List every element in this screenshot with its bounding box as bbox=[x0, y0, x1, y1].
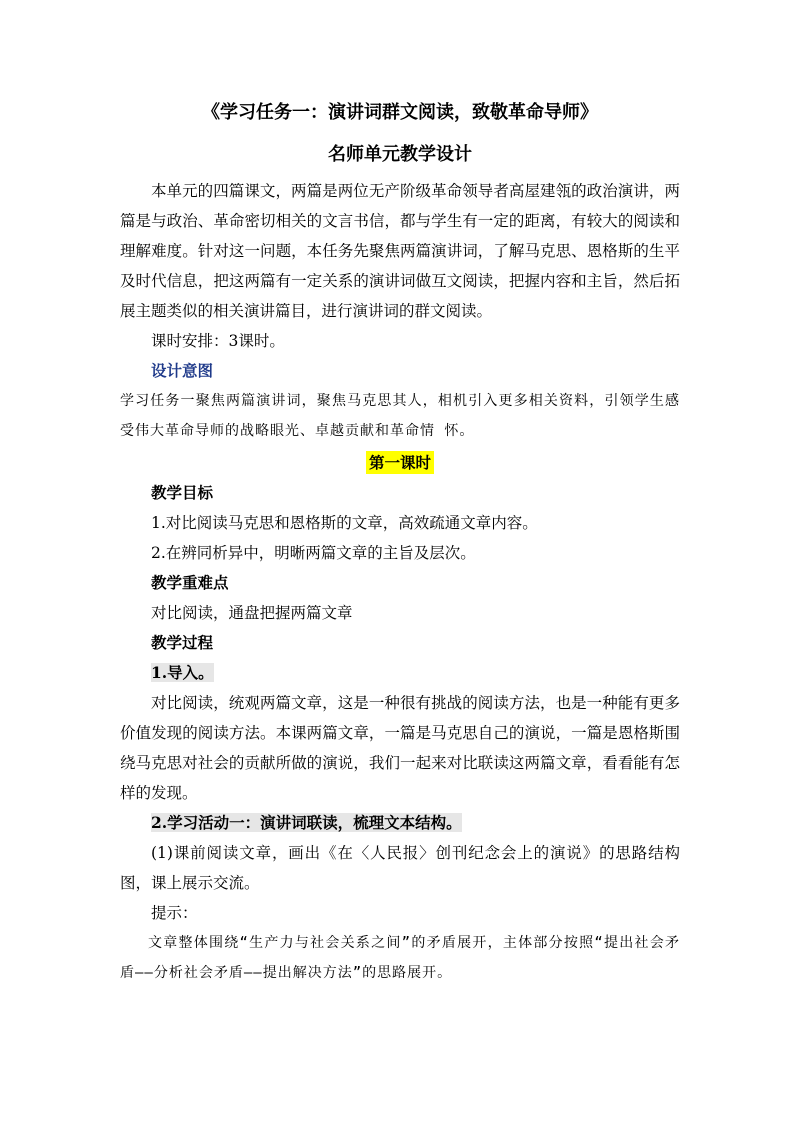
process-heading: 教学过程 bbox=[151, 633, 214, 652]
step2-heading-row bbox=[120, 808, 680, 838]
design-text: 学习任务一聚焦两篇演讲词，聚焦马克思其人，相机引入更多相关资料，引领学生感受伟大革命导师的战略眼光、卓越贡献和革命情 怀。 bbox=[120, 393, 680, 439]
goal-item-2: 2.在辨同析异中，明晰两篇文章的主旨及层次。 bbox=[151, 544, 476, 562]
step1-paragraph: 对比阅读，统观两篇文章，这是一种很有挑战的阅读方法，也是一种能有更多价值发现的阅读方法。本课两篇文章，一篇是马克思自己的演说，一篇是恩格斯围绕马克思对社会的贡献所做的演说，我们一起来对比联读这两篇文章，看看能有怎样的发现。 bbox=[120, 694, 680, 802]
step2-task: (1)课前阅读文章，画出《在〈人民报〉创刊纪念会上的演说》的思路结构图，课上展示交流。 bbox=[120, 844, 680, 892]
schedule-text: 课时安排：3课时。 bbox=[151, 332, 285, 350]
document-subtitle: 名师单元教学设计 bbox=[328, 144, 472, 165]
intro-paragraph: 本单元的四篇课文，两篇是两位无产阶级革命领导者高屋建瓴的政治演讲，两篇是与政治、革命密切相关的文言书信，都与学生有一定的距离，有较大的阅读和理解难度。针对这一问题，本任务先聚焦两篇演讲词，了解马克思、恩格斯的生平及时代信息，把这两篇有一定关系的演讲词做互文阅读，把握内容和主旨，然后拓展主题类似的相关演讲篇目，进行演讲词的群文阅读。 bbox=[120, 182, 680, 320]
hint-text: 文章整体围绕“生产力与社会关系之间”的矛盾展开，主体部分按照“提出社会矛盾——分析社会矛盾——提出解决方法”的思路展开。 bbox=[120, 935, 680, 981]
step1-heading-row bbox=[120, 658, 680, 688]
difficulty-heading: 教学重难点 bbox=[151, 573, 229, 592]
goal-item-1: 1.对比阅读马克思和恩格斯的文章，高效疏通文章内容。 bbox=[151, 514, 538, 532]
document-title: 《学习任务一：演讲词群文阅读，致敬革命导师》 bbox=[202, 102, 598, 123]
lesson-label-row bbox=[120, 448, 680, 478]
difficulty-text: 对比阅读，通盘把握两篇文章 bbox=[151, 604, 353, 622]
lesson-label: 第一课时 bbox=[366, 451, 434, 474]
goals-heading: 教学目标 bbox=[151, 483, 214, 502]
design-heading: 设计意图 bbox=[151, 361, 214, 380]
document-body bbox=[120, 98, 680, 988]
step1-heading: 1.导入。 bbox=[151, 663, 214, 682]
step2-heading: 2.学习活动一：演讲词联读，梳理文本结构。 bbox=[151, 813, 462, 832]
hint-label: 提示： bbox=[151, 904, 198, 922]
